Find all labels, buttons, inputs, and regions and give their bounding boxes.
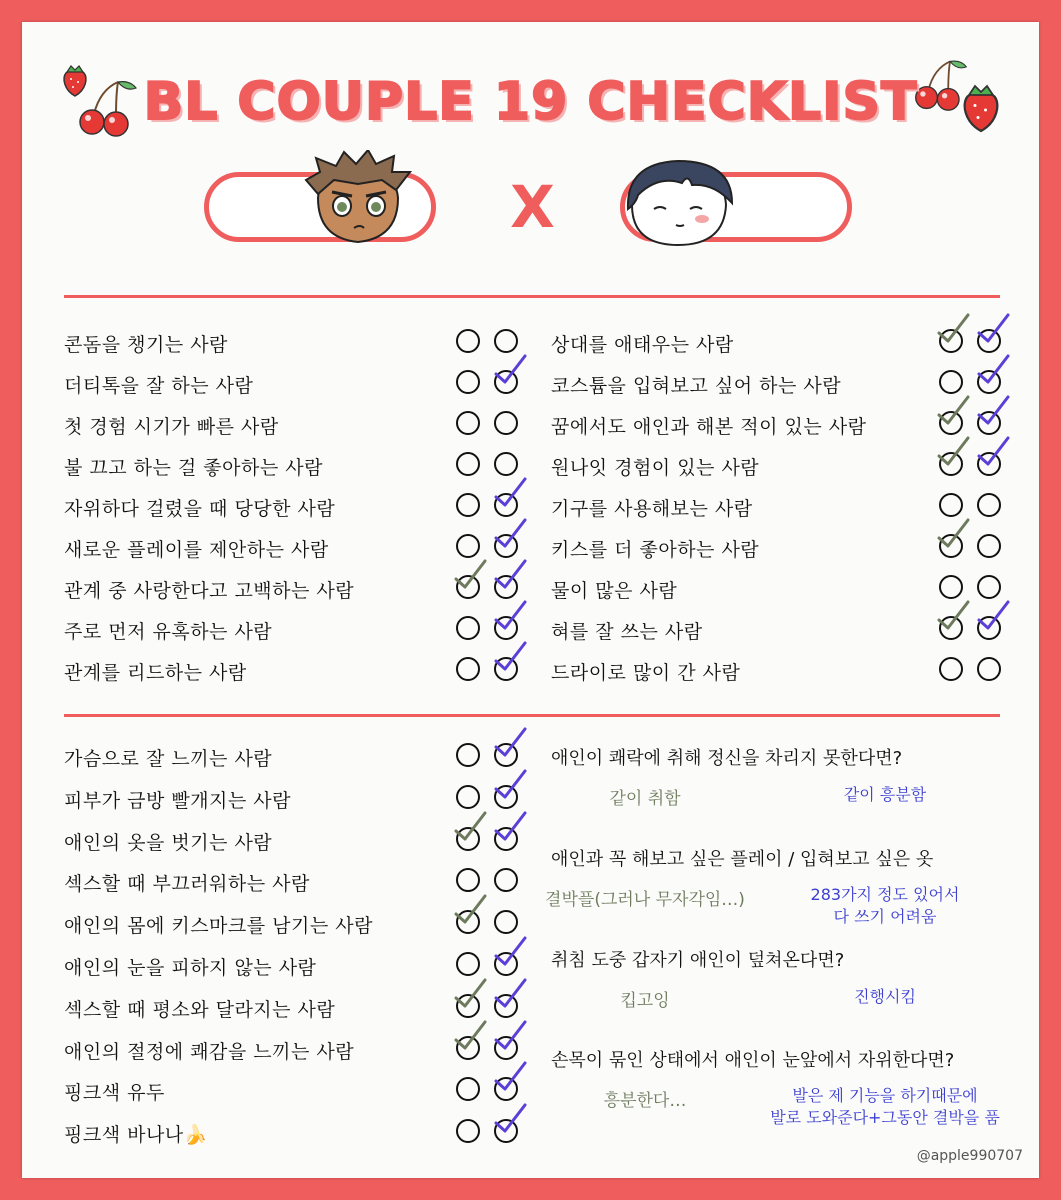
- checklist-item-label: 새로운 플레이를 제안하는 사람: [64, 539, 329, 561]
- check-mark-b: [975, 393, 1011, 427]
- check-mark-b: [975, 311, 1011, 345]
- check-mark-a: [452, 892, 488, 926]
- check-mark-a: [935, 311, 971, 345]
- check-mark-b: [492, 1101, 528, 1135]
- check-mark-a: [935, 516, 971, 550]
- checkbox-circle-b[interactable]: [494, 329, 518, 353]
- character-avatar-right: [618, 155, 742, 251]
- checkbox-circle-a[interactable]: [456, 411, 480, 435]
- check-mark-b: [975, 434, 1011, 468]
- check-mark-b: [492, 725, 528, 759]
- character-avatar-left: [298, 150, 418, 250]
- check-mark-b: [492, 516, 528, 550]
- checkbox-circle-a[interactable]: [456, 1119, 480, 1143]
- check-mark-b: [492, 976, 528, 1010]
- checklist-item-label: 핑크색 바나나🍌: [64, 1124, 208, 1147]
- answer-a: 결박플(그러나 무자각임…): [545, 890, 745, 910]
- checklist-item-label: 더티톡을 잘 하는 사람: [64, 375, 254, 397]
- check-mark-a: [935, 598, 971, 632]
- check-mark-b: [975, 352, 1011, 386]
- checkbox-circle-a[interactable]: [939, 493, 963, 517]
- page-title: BL COUPLE 19 CHECKLIST: [143, 72, 918, 132]
- checklist-item-label: 주로 먼저 유혹하는 사람: [64, 621, 273, 643]
- checklist-item-label: 물이 많은 사람: [551, 580, 678, 602]
- question-text: 손목이 묶인 상태에서 애인이 눈앞에서 자위한다면?: [551, 1050, 955, 1071]
- checklist-item-label: 가슴으로 잘 느끼는 사람: [64, 748, 273, 770]
- checklist-item-label: 섹스할 때 부끄러워하는 사람: [64, 873, 310, 896]
- check-mark-b: [492, 767, 528, 801]
- divider-top: [64, 295, 1000, 298]
- checkbox-circle-a[interactable]: [456, 952, 480, 976]
- credit-handle: @apple990707: [916, 1148, 1023, 1164]
- checkbox-circle-b[interactable]: [977, 575, 1001, 599]
- checklist-item-label: 핑크색 유두: [64, 1082, 165, 1105]
- divider-middle: [64, 714, 1000, 717]
- answer-b: 발은 제 기능을 하기때문에 발로 도와준다+그동안 결박을 품: [770, 1086, 1000, 1127]
- answer-b: 283가지 정도 있어서 다 쓰기 어려움: [810, 885, 960, 926]
- checkbox-circle-b[interactable]: [494, 411, 518, 435]
- check-mark-b: [492, 598, 528, 632]
- check-mark-b: [492, 557, 528, 591]
- checkbox-circle-a[interactable]: [939, 657, 963, 681]
- checklist-item-label: 드라이로 많이 간 사람: [551, 662, 741, 684]
- checkbox-circle-b[interactable]: [977, 493, 1001, 517]
- check-mark-b: [492, 1059, 528, 1093]
- checkbox-circle-a[interactable]: [456, 329, 480, 353]
- checklist-item-label: 첫 경험 시기가 빠른 사람: [64, 416, 279, 438]
- answer-a: 킵고잉: [620, 991, 670, 1011]
- check-mark-b: [492, 934, 528, 968]
- checklist-item-label: 피부가 금방 빨개지는 사람: [64, 789, 292, 812]
- checkbox-circle-b[interactable]: [977, 534, 1001, 558]
- checklist-item-label: 꿈에서도 애인과 해본 적이 있는 사람: [551, 416, 867, 438]
- checkbox-circle-b[interactable]: [494, 910, 518, 934]
- check-mark-a: [452, 809, 488, 843]
- check-mark-a: [452, 1018, 488, 1052]
- checkbox-circle-a[interactable]: [456, 493, 480, 517]
- checklist-item-label: 키스를 더 좋아하는 사람: [551, 539, 760, 561]
- checklist-item-label: 애인의 옷을 벗기는 사람: [64, 831, 273, 854]
- question-text: 취침 도중 갑자기 애인이 덮쳐온다면?: [551, 950, 845, 971]
- checkbox-circle-b[interactable]: [494, 452, 518, 476]
- checklist-item-label: 애인의 눈을 피하지 않는 사람: [64, 957, 317, 979]
- checklist-item-label: 애인의 몸에 키스마크를 남기는 사람: [64, 915, 373, 938]
- checklist-item-label: 콘돔을 챙기는 사람: [64, 334, 228, 356]
- checkbox-circle-a[interactable]: [456, 743, 480, 767]
- checklist-item-label: 기구를 사용해보는 사람: [551, 498, 753, 520]
- checkbox-circle-b[interactable]: [977, 657, 1001, 681]
- checklist-item-label: 원나잇 경험이 있는 사람: [551, 457, 760, 479]
- checklist-item-label: 섹스할 때 평소와 달라지는 사람: [64, 998, 336, 1021]
- answer-b: 같이 흥분함: [843, 785, 927, 804]
- checkbox-circle-a[interactable]: [456, 785, 480, 809]
- answer-b: 진행시킴: [854, 987, 916, 1006]
- checkbox-circle-a[interactable]: [456, 616, 480, 640]
- check-mark-a: [452, 976, 488, 1010]
- versus-mark: X: [510, 173, 555, 241]
- checkbox-circle-a[interactable]: [456, 370, 480, 394]
- checkbox-circle-a[interactable]: [456, 534, 480, 558]
- checklist-item-label: 혀를 잘 쓰는 사람: [551, 621, 703, 643]
- answer-a: 흥분한다…: [603, 1091, 687, 1111]
- check-mark-b: [492, 475, 528, 509]
- check-mark-a: [935, 393, 971, 427]
- checkbox-circle-a[interactable]: [456, 657, 480, 681]
- check-mark-b: [975, 598, 1011, 632]
- checklist-item-label: 애인의 절정에 쾌감을 느끼는 사람: [64, 1040, 355, 1063]
- check-mark-b: [492, 809, 528, 843]
- question-text: 애인이 쾌락에 취해 정신을 차리지 못한다면?: [551, 748, 903, 769]
- checkbox-circle-a[interactable]: [456, 452, 480, 476]
- checklist-item-label: 코스튬을 입혀보고 싶어 하는 사람: [551, 375, 842, 397]
- checklist-item-label: 관계 중 사랑한다고 고백하는 사람: [64, 580, 355, 602]
- checklist-item-label: 상대를 애태우는 사람: [551, 334, 734, 356]
- check-mark-b: [492, 1018, 528, 1052]
- checkbox-circle-a[interactable]: [939, 370, 963, 394]
- answer-a: 같이 취함: [609, 789, 681, 809]
- checklist-item-label: 불 끄고 하는 걸 좋아하는 사람: [64, 457, 323, 479]
- check-mark-b: [492, 639, 528, 673]
- question-text: 애인과 꼭 해보고 싶은 플레이 / 입혀보고 싶은 옷: [551, 849, 934, 870]
- checkbox-circle-a[interactable]: [939, 575, 963, 599]
- check-mark-a: [935, 434, 971, 468]
- check-mark-b: [492, 352, 528, 386]
- check-mark-a: [452, 557, 488, 591]
- checklist-item-label: 자위하다 걸렸을 때 당당한 사람: [64, 498, 336, 520]
- checklist-item-label: 관계를 리드하는 사람: [64, 662, 247, 684]
